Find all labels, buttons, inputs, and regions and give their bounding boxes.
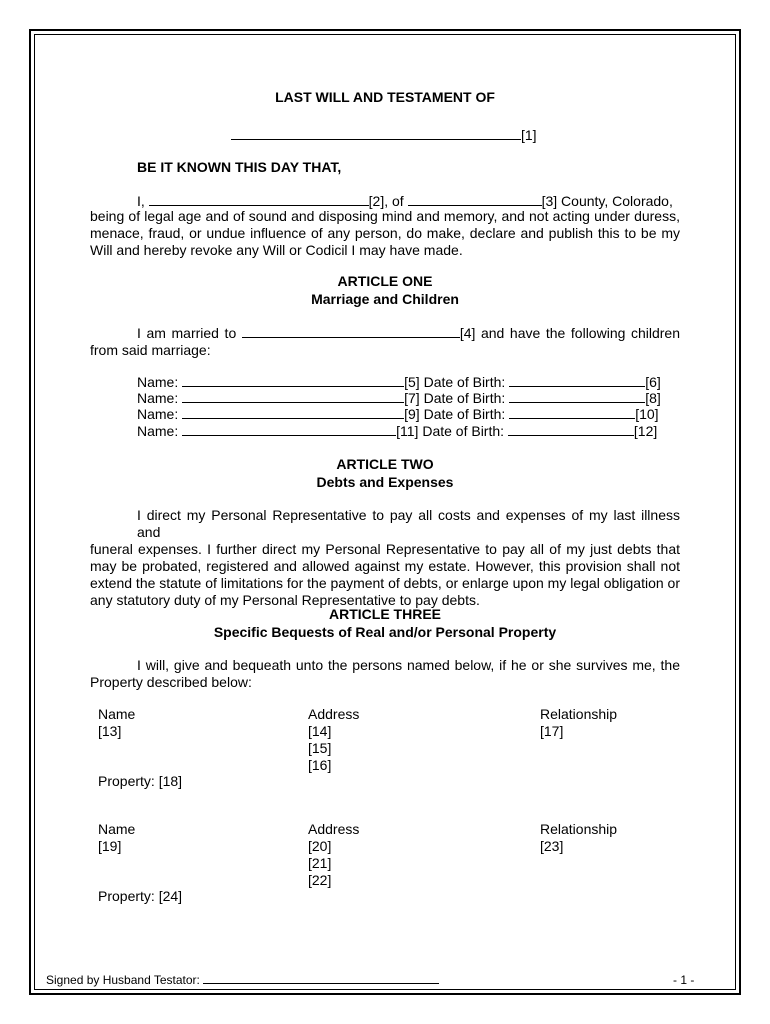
child-dob-blank[interactable] <box>509 373 645 387</box>
declaration-body <box>90 208 680 259</box>
testator-name-line[interactable] <box>231 126 537 144</box>
article-three-heading: ARTICLE THREE <box>329 606 441 622</box>
child-name-blank[interactable] <box>182 389 404 403</box>
signature-row <box>46 972 439 989</box>
relationship-field[interactable]: [23] <box>540 838 564 854</box>
dob-label: [5] Date of Birth: <box>404 374 506 390</box>
declaration-prefix: I, <box>137 193 145 209</box>
debts-paragraph <box>90 507 680 609</box>
field-marker: [10] <box>635 406 659 422</box>
debts-line: funeral expenses. I further direct my Personal Representative to pay all of my just debts that <box>90 541 680 557</box>
address-column-label: Address <box>308 821 360 837</box>
child-name-blank[interactable] <box>182 422 396 436</box>
article-two-subheading: Debts and Expenses <box>316 474 454 490</box>
marriage-line-2: from said marriage: <box>90 342 211 358</box>
debts-line: any statutory duty of my Personal Representative to pay debts. <box>90 592 480 608</box>
testator-name-blank[interactable] <box>149 192 369 206</box>
dob-label: [7] Date of Birth: <box>404 390 506 406</box>
married-suffix: [4] and have the following children <box>459 325 681 341</box>
name-label: Name: <box>137 423 179 439</box>
declaration-line-3: menace, fraud, or undue influence of any person, do make, declare and publish this to be my <box>90 225 680 241</box>
field-marker: [1] <box>521 127 537 143</box>
bequest-line-2: Property described below: <box>90 674 252 690</box>
child-dob-blank[interactable] <box>509 405 635 419</box>
address-field[interactable]: [15] <box>308 740 332 756</box>
article-three-subheading: Specific Bequests of Real and/or Personal Property <box>213 624 557 640</box>
child-row <box>137 405 659 423</box>
intro-heading: BE IT KNOWN THIS DAY THAT, <box>137 159 342 175</box>
field-marker: [6] <box>645 374 661 390</box>
address-field[interactable]: [22] <box>308 872 332 888</box>
debts-line: extend the statute of limitations for the payment of debts, or enlarge upon my legal obligation or <box>90 575 680 591</box>
property-field[interactable]: Property: [18] <box>98 773 183 789</box>
document-title: LAST WILL AND TESTAMENT OF <box>275 89 495 105</box>
county-blank[interactable] <box>408 192 542 206</box>
address-field[interactable]: [20] <box>308 838 332 854</box>
name-column-label: Name <box>98 821 136 837</box>
beneficiary-name-field[interactable]: [13] <box>98 723 122 739</box>
marriage-paragraph <box>90 324 680 359</box>
article-one-subheading: Marriage and Children <box>311 291 459 307</box>
field-marker: [8] <box>645 390 661 406</box>
address-field[interactable]: [21] <box>308 855 332 871</box>
child-dob-blank[interactable] <box>508 422 634 436</box>
name-label: Name: <box>137 406 179 422</box>
married-prefix: I am married to <box>137 325 237 341</box>
child-name-blank[interactable] <box>182 405 404 419</box>
declaration-line-2: being of legal age and of sound and disposing mind and memory, and not acting under duress, <box>90 208 680 224</box>
page-number: - 1 - <box>673 973 695 987</box>
bequest-paragraph <box>90 657 680 691</box>
signature-blank[interactable] <box>203 972 439 984</box>
relationship-field[interactable]: [17] <box>540 723 564 739</box>
dob-label: [9] Date of Birth: <box>404 406 506 422</box>
relationship-column-label: Relationship <box>540 706 618 722</box>
child-row <box>137 422 657 440</box>
dob-label: [11] Date of Birth: <box>396 423 505 439</box>
debts-line: I direct my Personal Representative to pay all costs and expenses of my last illness and <box>137 507 680 540</box>
property-field[interactable]: Property: [24] <box>98 888 183 904</box>
address-field[interactable]: [14] <box>308 723 332 739</box>
spouse-name-blank[interactable] <box>242 324 460 338</box>
name-label: Name: <box>137 390 179 406</box>
beneficiary-name-field[interactable]: [19] <box>98 838 122 854</box>
address-column-label: Address <box>308 706 360 722</box>
relationship-column-label: Relationship <box>540 821 618 837</box>
child-dob-blank[interactable] <box>509 389 645 403</box>
address-field[interactable]: [16] <box>308 757 332 773</box>
article-one-heading: ARTICLE ONE <box>337 273 433 289</box>
child-name-blank[interactable] <box>182 373 404 387</box>
name-column-label: Name <box>98 706 136 722</box>
article-two-heading: ARTICLE TWO <box>336 456 434 472</box>
blank-line <box>231 126 521 140</box>
bequest-line-1: I will, give and bequeath unto the persons named below, if he or she survives me, the <box>137 657 680 673</box>
field-marker: [3] County, Colorado, <box>541 193 673 209</box>
name-label: Name: <box>137 374 179 390</box>
signed-label: Signed by Husband Testator: <box>46 973 200 987</box>
field-marker: [2], of <box>368 193 404 209</box>
field-marker: [12] <box>633 423 658 439</box>
declaration-line-4: Will and hereby revoke any Will or Codicil I may have made. <box>90 242 463 258</box>
marriage-line-1 <box>90 324 680 342</box>
debts-line: may be probated, registered and allowed against my estate. However, this provision shall not <box>90 558 680 574</box>
